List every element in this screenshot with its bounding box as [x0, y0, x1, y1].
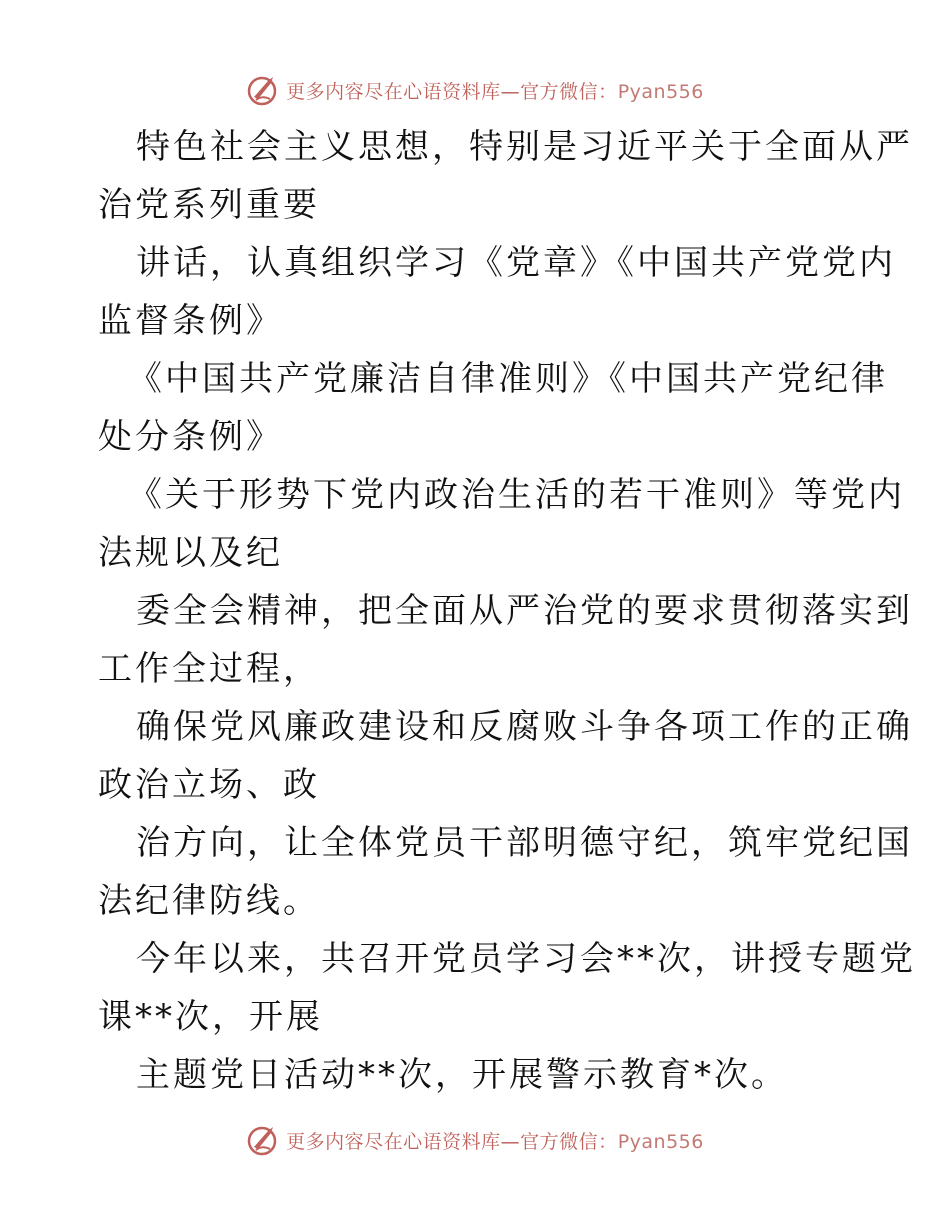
text-line: 《关于形势下党内政治生活的若干准则》等党内: [128, 475, 905, 515]
footer-brand: [286, 1127, 704, 1154]
text-line: 法纪律防线。: [98, 881, 320, 921]
header-banner: [0, 70, 950, 110]
text-line: 今年以来，共召开党员学习会**次，讲授专题党: [136, 939, 916, 979]
footer-banner: [0, 1120, 950, 1160]
header-separator: —: [500, 80, 521, 103]
text-line: 委全会精神，把全面从严治党的要求贯彻落实到: [136, 591, 913, 631]
quill-pen-logo-icon: [246, 1123, 280, 1157]
footer-contact-label: 官方微信：: [520, 1130, 618, 1153]
quill-pen-logo-icon: [246, 73, 280, 107]
text-line: 处分条例》: [98, 417, 283, 457]
header-brand-text: 更多内容尽在心语资料库: [286, 80, 501, 103]
footer-separator: —: [500, 1130, 521, 1153]
header-contact-value: Pyan556: [617, 80, 704, 103]
text-line: 治党系列重要: [98, 185, 320, 225]
document-body: [98, 118, 916, 1104]
text-line: 监督条例》: [98, 301, 283, 341]
footer-brand-text: 更多内容尽在心语资料库: [286, 1130, 501, 1153]
text-line: 《中国共产党廉洁自律准则》《中国共产党纪律: [128, 359, 888, 399]
text-line: 主题党日活动**次，开展警示教育*次。: [136, 1055, 788, 1095]
text-line: 课**次，开展: [98, 997, 323, 1037]
header-contact-label: 官方微信：: [520, 80, 618, 103]
text-line: 法规以及纪: [98, 533, 283, 573]
text-line: 讲话，认真组织学习《党章》《中国共产党党内: [136, 243, 896, 283]
text-line: 确保党风廉政建设和反腐败斗争各项工作的正确: [136, 707, 913, 747]
text-line: 特色社会主义思想，特别是习近平关于全面从严: [136, 127, 913, 167]
header-brand: [286, 77, 704, 104]
text-line: 工作全过程，: [98, 649, 320, 689]
footer-contact-value: Pyan556: [617, 1130, 704, 1153]
text-line: 治方向，让全体党员干部明德守纪，筑牢党纪国: [136, 823, 913, 863]
text-line: 政治立场、政: [98, 765, 320, 805]
